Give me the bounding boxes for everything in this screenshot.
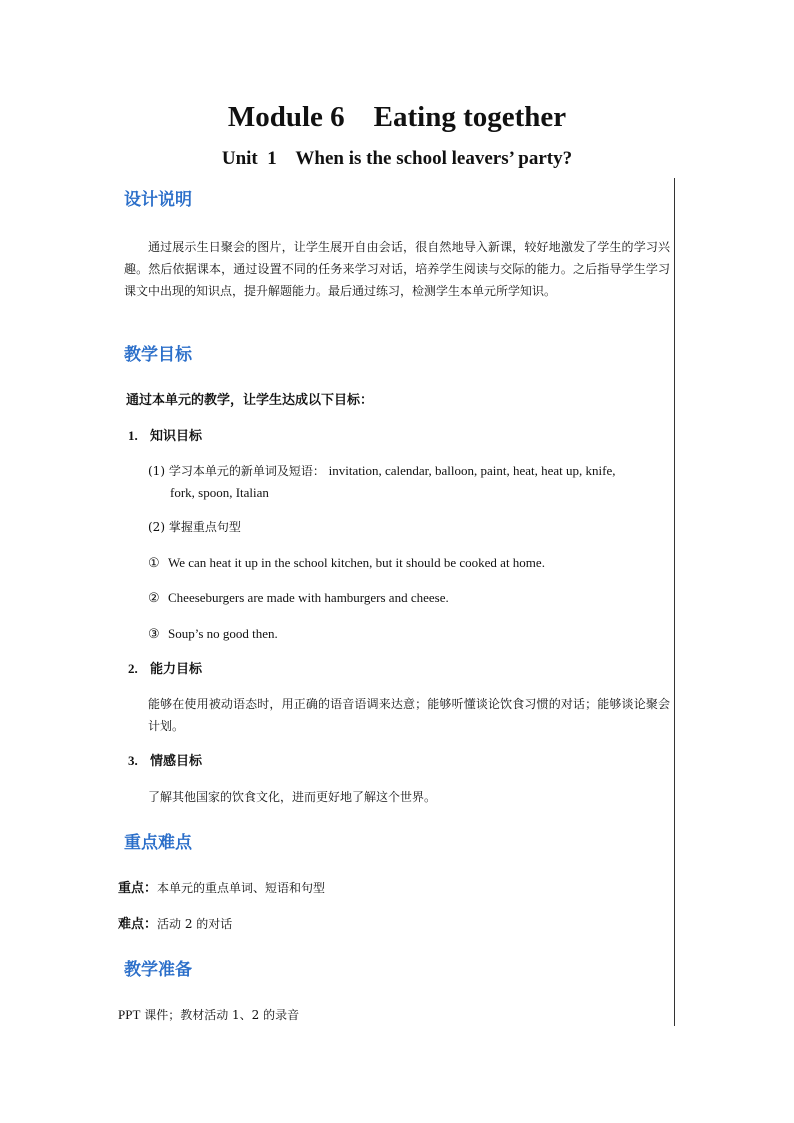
unit-title: Unit 1 When is the school leavers’ party?: [221, 148, 573, 169]
sentence-3: [148, 624, 278, 644]
preparation-ppt: PPT: [118, 1007, 141, 1022]
section-heading-preparation: 教学准备: [124, 960, 192, 980]
key-point-line: [118, 878, 325, 899]
sentence-1-text: We can heat it up in the school kitchen, but it should be cooked at home.: [168, 555, 545, 570]
patterns-label: (2) 掌握重点句型: [148, 520, 241, 534]
sentence-2-text: Cheeseburgers are made with hamburgers and cheese.: [168, 590, 449, 605]
ability-goal-title: 能力目标: [150, 662, 203, 677]
preparation-line: [118, 1005, 299, 1025]
vocab-line-2: fork, spoon, Italian: [170, 485, 269, 500]
sentence-3-text: Soup’s no good then.: [168, 626, 278, 641]
ability-goal-text: 能够在使用被动语态时，用正确的语音语调来达意；能够听懂谈论饮食习惯的对话；能够谈论聚会计划。: [148, 697, 670, 733]
key-point-text: 本单元的重点单词、短语和句型: [157, 881, 326, 895]
vocab-label: (1) 学习本单元的新单词及短语：: [148, 464, 325, 478]
margin-rule: [674, 178, 675, 1026]
emotion-goal-title: 情感目标: [150, 754, 203, 769]
sentence-1-mark: ①: [148, 555, 160, 570]
difficulty-line: [118, 914, 232, 935]
sentence-2-mark: ②: [148, 590, 160, 605]
section-heading-key-points: 重点难点: [124, 833, 192, 853]
preparation-text: 课件；教材活动 1、2 的录音: [140, 1008, 300, 1022]
emotion-goal-text: 了解其他国家的饮食文化，进而更好地了解这个世界。: [148, 790, 437, 804]
ability-goal-number: 2.: [128, 661, 138, 676]
section-heading-objectives: 教学目标: [124, 345, 192, 365]
objectives-lead: 通过本单元的教学，让学生达成以下目标：: [126, 393, 374, 408]
sentence-2: [148, 588, 449, 608]
difficulty-label: 难点：: [118, 917, 158, 932]
vocab-item: [148, 460, 670, 504]
emotion-goal-number: 3.: [128, 753, 138, 768]
key-point-label: 重点：: [118, 881, 158, 896]
sentence-3-mark: ③: [148, 626, 160, 641]
ability-goal-heading: [128, 659, 202, 680]
design-paragraph: 通过展示生日聚会的图片，让学生展开自由会话，很自然地导入新课，较好地激发了学生的学习兴趣。然后依据课本，通过设置不同的任务来学习对话，培养学生阅读与交际的能力。之后指导学生学习课文中出现的知识点，提升解题能力。最后通过练习，检测学生本单元所学知识。: [124, 240, 670, 298]
knowledge-goal-number: 1.: [128, 428, 138, 443]
section-heading-design: 设计说明: [124, 190, 192, 210]
knowledge-goal-title: 知识目标: [150, 429, 203, 444]
vocab-line-1: invitation, calendar, balloon, paint, heat, heat up, knife,: [328, 463, 616, 478]
module-title: Module 6 Eating together: [227, 101, 567, 133]
knowledge-goal-heading: [128, 426, 202, 447]
difficulty-text: 活动 2 的对话: [157, 917, 233, 931]
sentence-1: [148, 553, 545, 573]
emotion-goal-heading: [128, 751, 202, 772]
